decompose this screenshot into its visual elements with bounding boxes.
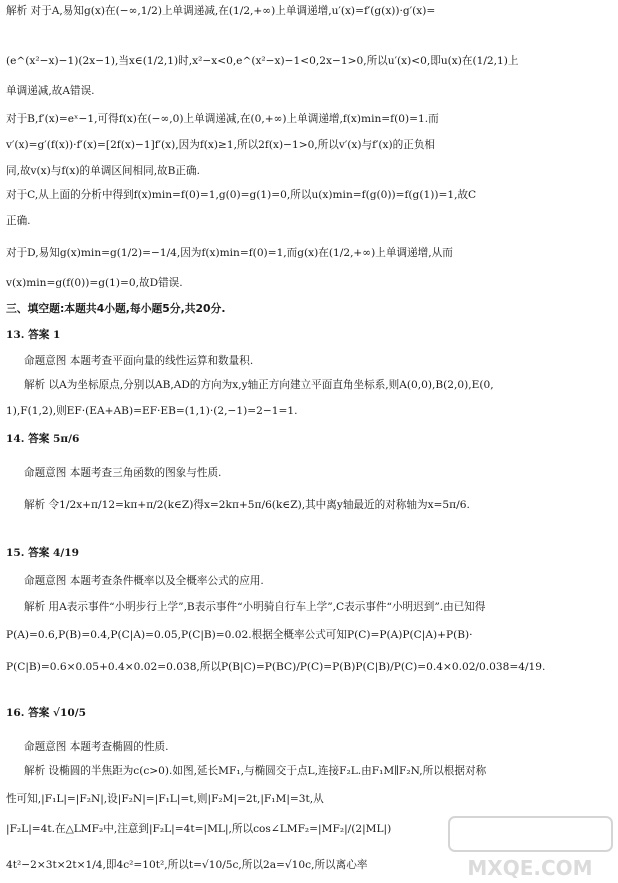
q13-solution-1: 解析 以A为坐标原点,分别以AB,AD的方向为x,y轴正方向建立平面直角坐标系,则A(0,0),B(2,0),E(0,	[24, 379, 494, 391]
text-line-3: 单调递减,故A错误.	[6, 85, 95, 97]
q15-intent: 命题意图 本题考查条件概率以及全概率公式的应用.	[24, 575, 264, 587]
q14-intent: 命题意图 本题考查三角函数的图象与性质.	[24, 467, 222, 479]
q15-solution-3: P(C|B)=0.6×0.05+0.4×0.02=0.038,所以P(B|C)=P(BC)/P(C)=P(B)P(C|B)/P(C)=0.4×0.02/0.038=4/19.	[6, 661, 546, 673]
q16-solution-1: 解析 设椭圆的半焦距为c(c>0).如图,延长MF₁,与椭圆交于点L,连接F₂L.由F₁M∥F₂N,所以根据对称	[24, 765, 487, 777]
section-heading: 三、填空题:本题共4小题,每小题5分,共20分.	[6, 302, 226, 315]
text-line-5: v′(x)=g′(f(x))·f′(x)=[2f(x)−1]f′(x),因为f(x)≥1,所以2f(x)−1>0,所以v′(x)与f′(x)的正负相	[6, 139, 436, 151]
text-line-2: (e^(x²−x)−1)(2x−1),当x∈(1/2,1)时,x²−x<0,e^(x²−x)−1<0,2x−1>0,所以u′(x)<0,即u(x)在(1/2,1)上	[6, 55, 519, 67]
text-line-4: 对于B,f′(x)=eˣ−1,可得f(x)在(−∞,0)上单调递减,在(0,+∞)上单调递增,f(x)min=f(0)=1.而	[6, 113, 439, 125]
q16-solution-3: |F₂L|=4t.在△LMF₂中,注意到|F₂L|=4t=|ML|,所以cos∠LMF₂=|MF₂|/(2|ML|)	[6, 823, 392, 835]
watermark-text: MXQE.COM	[467, 856, 593, 880]
q13-solution-2: 1),F(1,2),则EF·(EA+AB)=EF·EB=(1,1)·(2,−1)=2−1=1.	[6, 405, 298, 417]
q13-intent: 命题意图 本题考查平面向量的线性运算和数量积.	[24, 355, 254, 367]
q16-intent: 命题意图 本题考查椭圆的性质.	[24, 741, 169, 753]
q15-answer: 15. 答案 4/19	[6, 547, 79, 559]
q16-solution-2: 性可知,|F₁L|=|F₂N|,设|F₂N|=|F₁L|=t,则|F₂M|=2t,|F₁M|=3t,从	[6, 793, 324, 805]
text-line-9: 对于D,易知g(x)min=g(1/2)=−1/4,因为f(x)min=f(0)=1,而g(x)在(1/2,+∞)上单调递增,从而	[6, 247, 453, 259]
q15-solution-1: 解析 用A表示事件“小明步行上学”,B表示事件“小明骑自行车上学”,C表示事件“小明迟到”.由已知得	[24, 601, 486, 613]
q13-answer: 13. 答案 1	[6, 329, 61, 341]
text-line-7: 对于C,从上面的分析中得到f(x)min=f(0)=1,g(0)=g(1)=0,所以u(x)min=f(g(0))=f(g(1))=1,故C	[6, 189, 477, 201]
text-line-8: 正确.	[6, 215, 31, 227]
q16-answer: 16. 答案 √10/5	[6, 707, 86, 719]
q16-solution-4: 4t²−2×3t×2t×1/4,即4c²=10t²,所以t=√10/5c,所以2a=√10c,所以离心率	[6, 859, 368, 871]
text-line-1: 解析 对于A,易知g(x)在(−∞,1/2)上单调递减,在(1/2,+∞)上单调递增,u′(x)=f′(g(x))·g′(x)=	[6, 5, 436, 17]
q14-solution: 解析 令1/2x+π/12=kπ+π/2(k∈Z)得x=2kπ+5π/6(k∈Z),其中离y轴最近的对称轴为x=5π/6.	[24, 499, 470, 511]
watermark-logo	[443, 813, 618, 883]
q15-solution-2: P(A)=0.6,P(B)=0.4,P(C|A)=0.05,P(C|B)=0.02.根据全概率公式可知P(C)=P(A)P(C|A)+P(B)·	[6, 629, 473, 641]
q14-answer: 14. 答案 5π/6	[6, 433, 80, 445]
text-line-10: v(x)min=g(f(0))=g(1)=0,故D错误.	[6, 277, 183, 289]
text-line-6: 同,故v(x)与f(x)的单调区间相同,故B正确.	[6, 165, 200, 177]
